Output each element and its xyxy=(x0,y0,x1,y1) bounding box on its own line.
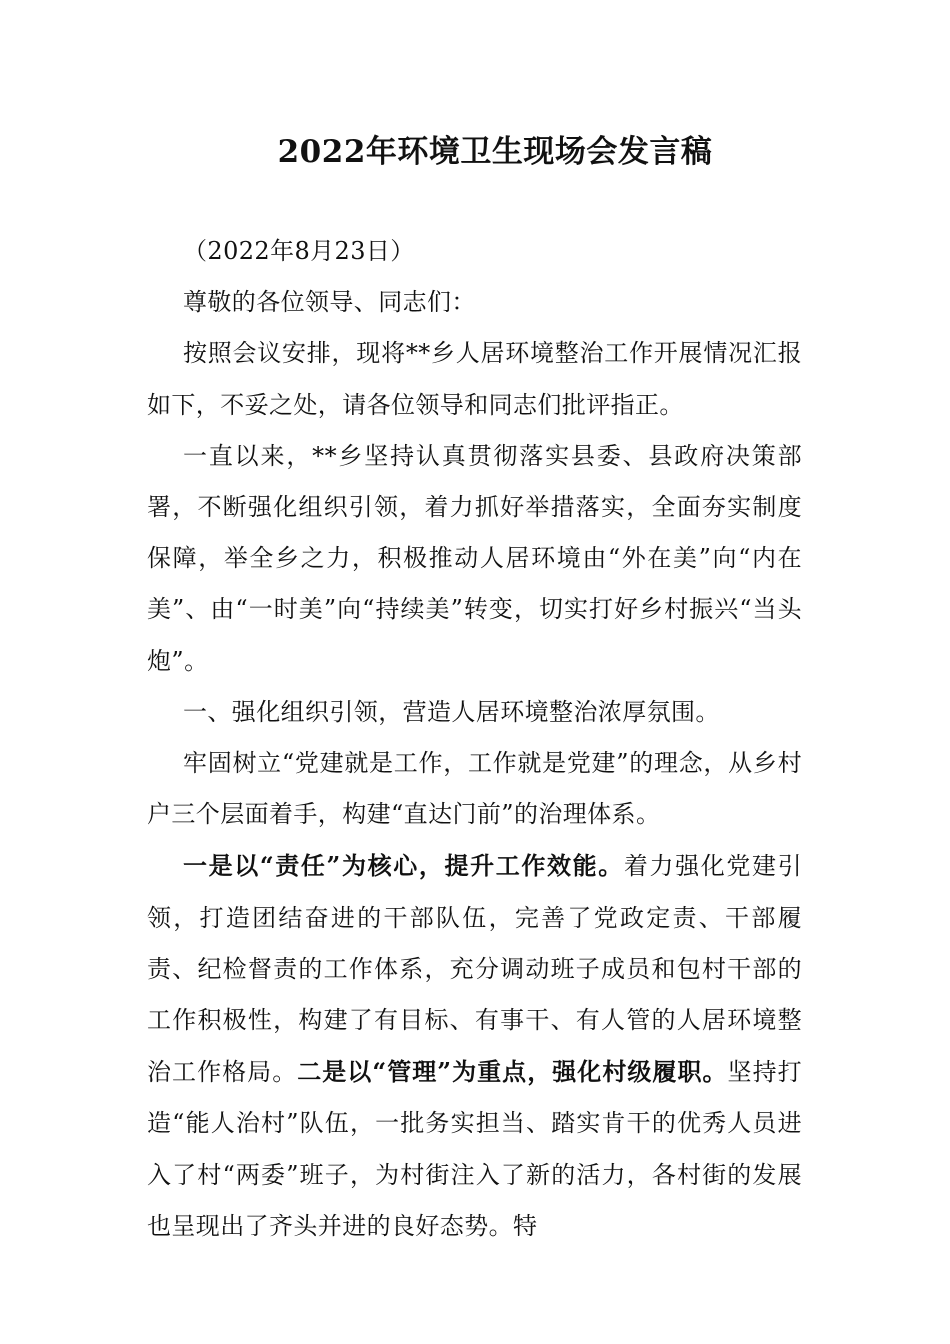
date-line: （2022年8月23日） xyxy=(183,237,415,265)
section-heading: 一、强化组织引领，营造人居环境整治浓厚氛围。 xyxy=(183,697,720,726)
document-title: 2022年环境卫生现场会发言稿 xyxy=(277,134,713,170)
intro-paragraph: 按照会议安排，现将**乡人居环境整治工作开展情况汇报如下，不妥之处，请各位领导和同志们批评指正。 xyxy=(147,339,802,419)
point-1-text: 着力强化党建引领，打造团结奋进的干部队伍，完善了党政定责、干部履责、纪检督责的工作体系，充分调动班子成员和包村干部的工作积极性，构建了有目标、有事干、有人管的人居环境整治工作格局。 xyxy=(147,852,802,1087)
overview-paragraph: 一直以来，**乡坚持认真贯彻落实县委、县政府决策部署，不断强化组织引领，着力抓好举措落实，全面夯实制度保障，举全乡之力，积极推动人居环境由“外在美”向“内在美”、由“一时美”向“持续美”转变，切实打好乡村振兴“当头炮”。 xyxy=(147,441,802,675)
point-1-heading: 一是以“责任”为核心，提升工作效能。 xyxy=(183,851,624,881)
document-body xyxy=(147,226,802,1252)
point-2-text: 坚持打造“能人治村”队伍，一批务实担当、踏实肯干的优秀人员进入了村“两委”班子，为村街注入了新的活力，各村街的发展也呈现出了齐头并进的良好态势。特 xyxy=(147,1058,803,1240)
salutation: 尊敬的各位领导、同志们： xyxy=(183,288,476,317)
section-lead-paragraph: 牢固树立“党建就是工作，工作就是党建”的理念，从乡村户三个层面着手，构建“直达门前”的治理体系。 xyxy=(147,749,802,829)
point-2-heading: 二是以“管理”为重点，强化村级履职。 xyxy=(297,1057,728,1087)
points-paragraph xyxy=(147,840,802,1252)
